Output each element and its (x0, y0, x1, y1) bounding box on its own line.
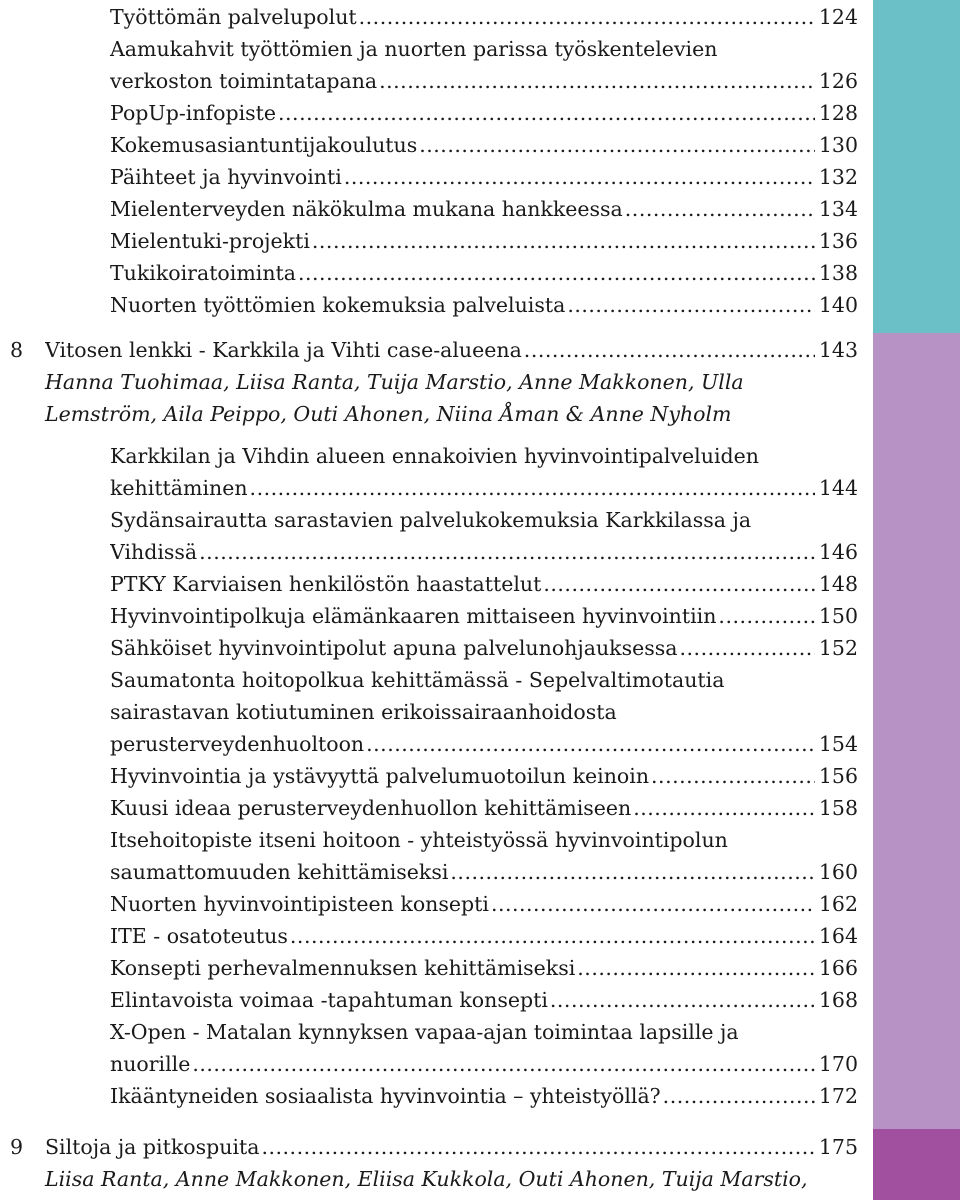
toc-entry-title: Tukikoiratoiminta (110, 261, 296, 285)
toc-entry-page: 144 (818, 476, 858, 500)
toc-leader (550, 984, 815, 1016)
toc-leader (359, 1, 815, 33)
toc-entry-title-line: X-Open - Matalan kynnyksen vapaa-ajan toimintaa lapsille ja (110, 1020, 739, 1044)
toc-entry-page: 136 (818, 229, 858, 253)
toc-entry[interactable] (110, 568, 858, 600)
toc-entry[interactable] (110, 193, 858, 225)
toc-entry-title: Nuorten työttömien kokemuksia palveluista (110, 293, 566, 317)
toc-entry[interactable] (110, 984, 858, 1016)
toc-leader (366, 728, 815, 760)
toc-entry[interactable] (110, 792, 858, 824)
toc-leader (250, 472, 815, 504)
toc-entry-title: Ikääntyneiden sosiaalista hyvinvointia – yhteistyöllä? (110, 1084, 661, 1108)
toc-leader (379, 65, 815, 97)
toc-entry-title: saumattomuuden kehittämiseksi (110, 860, 449, 884)
toc-leader (298, 257, 815, 289)
chapter-tab-lilac (873, 333, 960, 1129)
toc-entry-page: 172 (818, 1084, 858, 1108)
toc-entry-title: kehittäminen (110, 476, 248, 500)
chapter-page: 143 (818, 338, 858, 362)
toc-entry-title: Hyvinvointia ja ystävyyttä palvelumuotoilun keinoin (110, 764, 650, 788)
toc-entry-page: 146 (818, 540, 858, 564)
chapter-authors: Lemström, Aila Peippo, Outi Ahonen, Niina Åman & Anne Nyholm (45, 402, 732, 426)
chapter-page: 175 (818, 1135, 858, 1159)
toc-leader (680, 632, 815, 664)
toc-entry-title: perusterveydenhuoltoon (110, 732, 365, 756)
toc-leader (718, 600, 814, 632)
toc-leader (199, 536, 815, 568)
toc-entry-page: 132 (818, 165, 858, 189)
toc-entry-page: 128 (818, 101, 858, 125)
toc-leader (261, 1131, 814, 1163)
toc-entry-page: 148 (818, 572, 858, 596)
toc-entry-title: PopUp-infopiste (110, 101, 277, 125)
chapter-authors: Hanna Tuohimaa, Liisa Ranta, Tuija Marstio, Anne Makkonen, Ulla (45, 370, 744, 394)
toc-entry[interactable] (110, 161, 858, 193)
toc-entry-title: verkoston toimintatapana (110, 69, 378, 93)
chapter-number: 8 (10, 338, 24, 362)
chapter-entry[interactable] (45, 334, 858, 366)
toc-entry[interactable] (110, 728, 858, 760)
toc-leader (290, 920, 815, 952)
toc-entry-title: Työttömän palvelupolut (110, 5, 357, 29)
toc-leader (344, 161, 815, 193)
toc-entry-title: Nuorten hyvinvointipisteen konsepti (110, 892, 489, 916)
toc-leader (278, 97, 815, 129)
toc-leader (633, 792, 815, 824)
toc-entry-page: 126 (818, 69, 858, 93)
toc-entry-title: ITE - osatoteutus (110, 924, 288, 948)
toc-entry-page: 170 (818, 1052, 858, 1076)
toc-entry-page: 158 (818, 796, 858, 820)
toc-leader (524, 334, 815, 366)
toc-entry-title: Päihteet ja hyvinvointi (110, 165, 342, 189)
toc-entry[interactable] (110, 97, 858, 129)
toc-entry-title: Hyvinvointipolkuja elämänkaaren mittaiseen hyvinvointiin (110, 604, 717, 628)
chapter-tab-teal (873, 0, 960, 333)
toc-leader (312, 225, 815, 257)
toc-leader (491, 888, 815, 920)
toc-entry[interactable] (110, 600, 858, 632)
toc-entry[interactable] (110, 632, 858, 664)
toc-entry[interactable] (110, 760, 858, 792)
toc-entry-page: 168 (818, 988, 858, 1012)
toc-entry-title-line: Sydänsairautta sarastavien palvelukokemuksia Karkkilassa ja (110, 508, 752, 532)
toc-entry-page: 154 (818, 732, 858, 756)
toc-entry-page: 150 (818, 604, 858, 628)
chapter-number: 9 (10, 1135, 24, 1159)
toc-entry-title: Kuusi ideaa perusterveydenhuollon kehittämiseen (110, 796, 632, 820)
toc-entry[interactable] (110, 1080, 858, 1112)
toc-entry-title-line: Saumatonta hoitopolkua kehittämässä - Sepelvaltimotautia (110, 668, 725, 692)
toc-entry[interactable] (110, 536, 858, 568)
toc-leader (543, 568, 814, 600)
toc-entry[interactable] (110, 257, 858, 289)
toc-entry-title-line: Aamukahvit työttömien ja nuorten parissa työskentelevien (110, 37, 718, 61)
toc-entry-page: 138 (818, 261, 858, 285)
toc-entry[interactable] (110, 472, 858, 504)
toc-entry-title-line: Itsehoitopiste itseni hoitoon - yhteistyössä hyvinvointipolun (110, 828, 728, 852)
toc-entry-title-line: Karkkilan ja Vihdin alueen ennakoivien hyvinvointipalveluiden (110, 444, 759, 468)
toc-entry-page: 160 (818, 860, 858, 884)
toc-entry[interactable] (110, 1048, 858, 1080)
toc-entry-page: 134 (818, 197, 858, 221)
toc-entry-page: 152 (818, 636, 858, 660)
toc-entry[interactable] (110, 129, 858, 161)
toc-entry-title: Kokemusasiantuntijakoulutus (110, 133, 418, 157)
chapter-entry[interactable] (45, 1131, 858, 1163)
toc-entry[interactable] (110, 920, 858, 952)
chapter-title: Siltoja ja pitkospuita (45, 1135, 260, 1159)
chapter-title: Vitosen lenkki - Karkkila ja Vihti case-alueena (45, 338, 522, 362)
toc-entry[interactable] (110, 65, 858, 97)
toc-entry-title: nuorille (110, 1052, 191, 1076)
toc-leader (450, 856, 814, 888)
toc-entry[interactable] (110, 856, 858, 888)
toc-entry-page: 162 (818, 892, 858, 916)
toc-leader (577, 952, 815, 984)
toc-leader (663, 1080, 815, 1112)
toc-leader (567, 289, 815, 321)
toc-entry[interactable] (110, 888, 858, 920)
toc-leader (625, 193, 815, 225)
toc-entry[interactable] (110, 225, 858, 257)
toc-entry-title: Mielenterveyden näkökulma mukana hankkeessa (110, 197, 623, 221)
toc-entry-title: Sähköiset hyvinvointipolut apuna palvelunohjauksessa (110, 636, 678, 660)
toc-leader (651, 760, 815, 792)
toc-entry-title-line: sairastavan kotiutuminen erikoissairaanhoidosta (110, 700, 617, 724)
toc-entry-title: Vihdissä (110, 540, 198, 564)
toc-leader (192, 1048, 815, 1080)
toc-entry-page: 140 (818, 293, 858, 317)
toc-entry-page: 130 (818, 133, 858, 157)
toc-entry-title: PTKY Karviaisen henkilöstön haastattelut (110, 572, 542, 596)
chapter-tab-purple (873, 1129, 960, 1200)
toc-entry[interactable] (110, 952, 858, 984)
toc-entry-page: 156 (818, 764, 858, 788)
toc-entry[interactable] (110, 289, 858, 321)
toc-entry-title: Mielentuki-projekti (110, 229, 310, 253)
toc-entry[interactable] (110, 1, 858, 33)
toc-leader (419, 129, 815, 161)
chapter-authors: Liisa Ranta, Anne Makkonen, Eliisa Kukkola, Outi Ahonen, Tuija Marstio, (45, 1167, 808, 1191)
toc-entry-title: Konsepti perhevalmennuksen kehittämiseksi (110, 956, 576, 980)
toc-entry-page: 124 (818, 5, 858, 29)
toc-entry-page: 164 (818, 924, 858, 948)
toc-entry-title: Elintavoista voimaa -tapahtuman konsepti (110, 988, 548, 1012)
toc-entry-page: 166 (818, 956, 858, 980)
